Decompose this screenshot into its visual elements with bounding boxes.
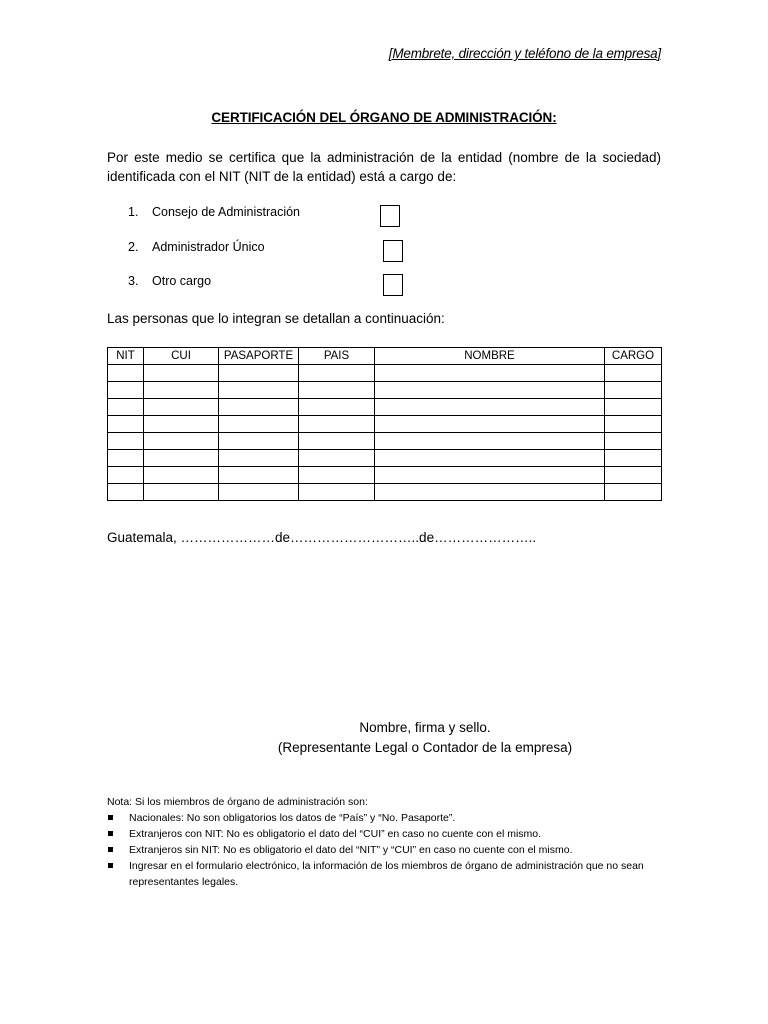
header-cargo: CARGO — [605, 348, 662, 365]
table-cell[interactable] — [299, 399, 375, 416]
table-cell[interactable] — [144, 365, 219, 382]
table-cell[interactable] — [144, 484, 219, 501]
document-title: CERTIFICACIÓN DEL ÓRGANO DE ADMINISTRACIÓN: — [211, 110, 557, 125]
table-cell[interactable] — [219, 450, 299, 467]
table-row — [108, 382, 662, 399]
option-number: 3. — [128, 274, 139, 288]
table-cell[interactable] — [299, 433, 375, 450]
header-nombre: NOMBRE — [375, 348, 605, 365]
table-cell[interactable] — [219, 382, 299, 399]
table-cell[interactable] — [375, 365, 605, 382]
table-row — [108, 399, 662, 416]
table-cell[interactable] — [144, 433, 219, 450]
table-cell[interactable] — [605, 467, 662, 484]
table-cell[interactable] — [108, 399, 144, 416]
table-cell[interactable] — [108, 382, 144, 399]
members-intro: Las personas que lo integran se detallan a continuación: — [107, 311, 445, 326]
table-cell[interactable] — [219, 467, 299, 484]
signature-role: (Representante Legal o Contador de la empresa) — [277, 740, 573, 755]
header-pasaporte: PASAPORTE — [219, 348, 299, 365]
table-cell[interactable] — [605, 450, 662, 467]
table-cell[interactable] — [299, 484, 375, 501]
table-cell[interactable] — [219, 484, 299, 501]
table-cell[interactable] — [375, 450, 605, 467]
table-cell[interactable] — [299, 416, 375, 433]
table-cell[interactable] — [605, 484, 662, 501]
date-line: Guatemala, …………………de………………………..de………………….. — [107, 530, 537, 545]
note-item — [107, 842, 667, 858]
table-cell[interactable] — [108, 484, 144, 501]
members-table — [107, 347, 662, 501]
table-cell[interactable] — [144, 382, 219, 399]
table-cell[interactable] — [375, 399, 605, 416]
signature-line: Nombre, firma y sello. — [359, 720, 491, 735]
table-cell[interactable] — [219, 365, 299, 382]
table-cell[interactable] — [144, 467, 219, 484]
table-cell[interactable] — [219, 433, 299, 450]
header-cui: CUI — [144, 348, 219, 365]
table-row — [108, 450, 662, 467]
table-cell[interactable] — [375, 467, 605, 484]
note-heading: Nota: Si los miembros de órgano de administración son: — [107, 796, 368, 808]
table-cell[interactable] — [375, 484, 605, 501]
table-cell[interactable] — [144, 416, 219, 433]
letterhead-placeholder: [Membrete, dirección y teléfono de la empresa] — [388, 46, 661, 61]
note-item — [107, 810, 667, 826]
table-cell[interactable] — [299, 365, 375, 382]
table-cell[interactable] — [144, 399, 219, 416]
option-label: Otro cargo — [152, 274, 212, 288]
table-cell[interactable] — [299, 450, 375, 467]
table-cell[interactable] — [299, 467, 375, 484]
note-list — [107, 810, 667, 890]
option-label: Consejo de Administración — [152, 205, 300, 219]
option-number: 2. — [128, 240, 139, 254]
note-item — [107, 858, 667, 890]
table-cell[interactable] — [108, 433, 144, 450]
table-row — [108, 365, 662, 382]
option-label: Administrador Único — [152, 240, 265, 254]
table-cell[interactable] — [108, 365, 144, 382]
table-cell[interactable] — [219, 416, 299, 433]
square-bullet-icon — [108, 815, 113, 820]
note-item-text: Ingresar en el formulario electrónico, la información de los miembros de órgano de administración que no sean representantes legales. — [129, 860, 644, 888]
table-cell[interactable] — [108, 416, 144, 433]
table-cell[interactable] — [605, 416, 662, 433]
table-header-row — [108, 348, 662, 365]
note-item-text: Nacionales: No son obligatorios los datos de “País” y “No. Pasaporte”. — [129, 812, 456, 824]
header-nit: NIT — [108, 348, 144, 365]
option-number: 1. — [128, 205, 139, 219]
intro-paragraph: Por este medio se certifica que la administración de la entidad (nombre de la sociedad) identificada con el NIT (NIT de la entidad) está a cargo de: — [107, 150, 661, 184]
square-bullet-icon — [108, 831, 113, 836]
table-cell[interactable] — [605, 433, 662, 450]
table-cell[interactable] — [144, 450, 219, 467]
square-bullet-icon — [108, 847, 113, 852]
header-pais: PAIS — [299, 348, 375, 365]
table-row — [108, 467, 662, 484]
table-row — [108, 484, 662, 501]
table-row — [108, 416, 662, 433]
table-cell[interactable] — [605, 365, 662, 382]
otro-cargo-checkbox[interactable] — [383, 274, 403, 296]
table-cell[interactable] — [219, 399, 299, 416]
note-section — [107, 794, 667, 890]
table-cell[interactable] — [375, 433, 605, 450]
signature-block — [0, 718, 768, 758]
note-item-text: Extranjeros sin NIT: No es obligatorio el dato del “NIT” y “CUI” en caso no cuente con el mismo. — [129, 844, 573, 856]
table-cell[interactable] — [605, 399, 662, 416]
table-body — [108, 365, 662, 501]
table-cell[interactable] — [375, 416, 605, 433]
table-cell[interactable] — [375, 382, 605, 399]
note-item — [107, 826, 667, 842]
square-bullet-icon — [108, 863, 113, 868]
table-cell[interactable] — [299, 382, 375, 399]
table-cell[interactable] — [605, 382, 662, 399]
table-cell[interactable] — [108, 450, 144, 467]
table-cell[interactable] — [108, 467, 144, 484]
note-item-text: Extranjeros con NIT: No es obligatorio el dato del “CUI” en caso no cuente con el mismo. — [129, 828, 542, 840]
consejo-checkbox[interactable] — [380, 205, 400, 227]
table-row — [108, 433, 662, 450]
administrador-unico-checkbox[interactable] — [383, 240, 403, 262]
